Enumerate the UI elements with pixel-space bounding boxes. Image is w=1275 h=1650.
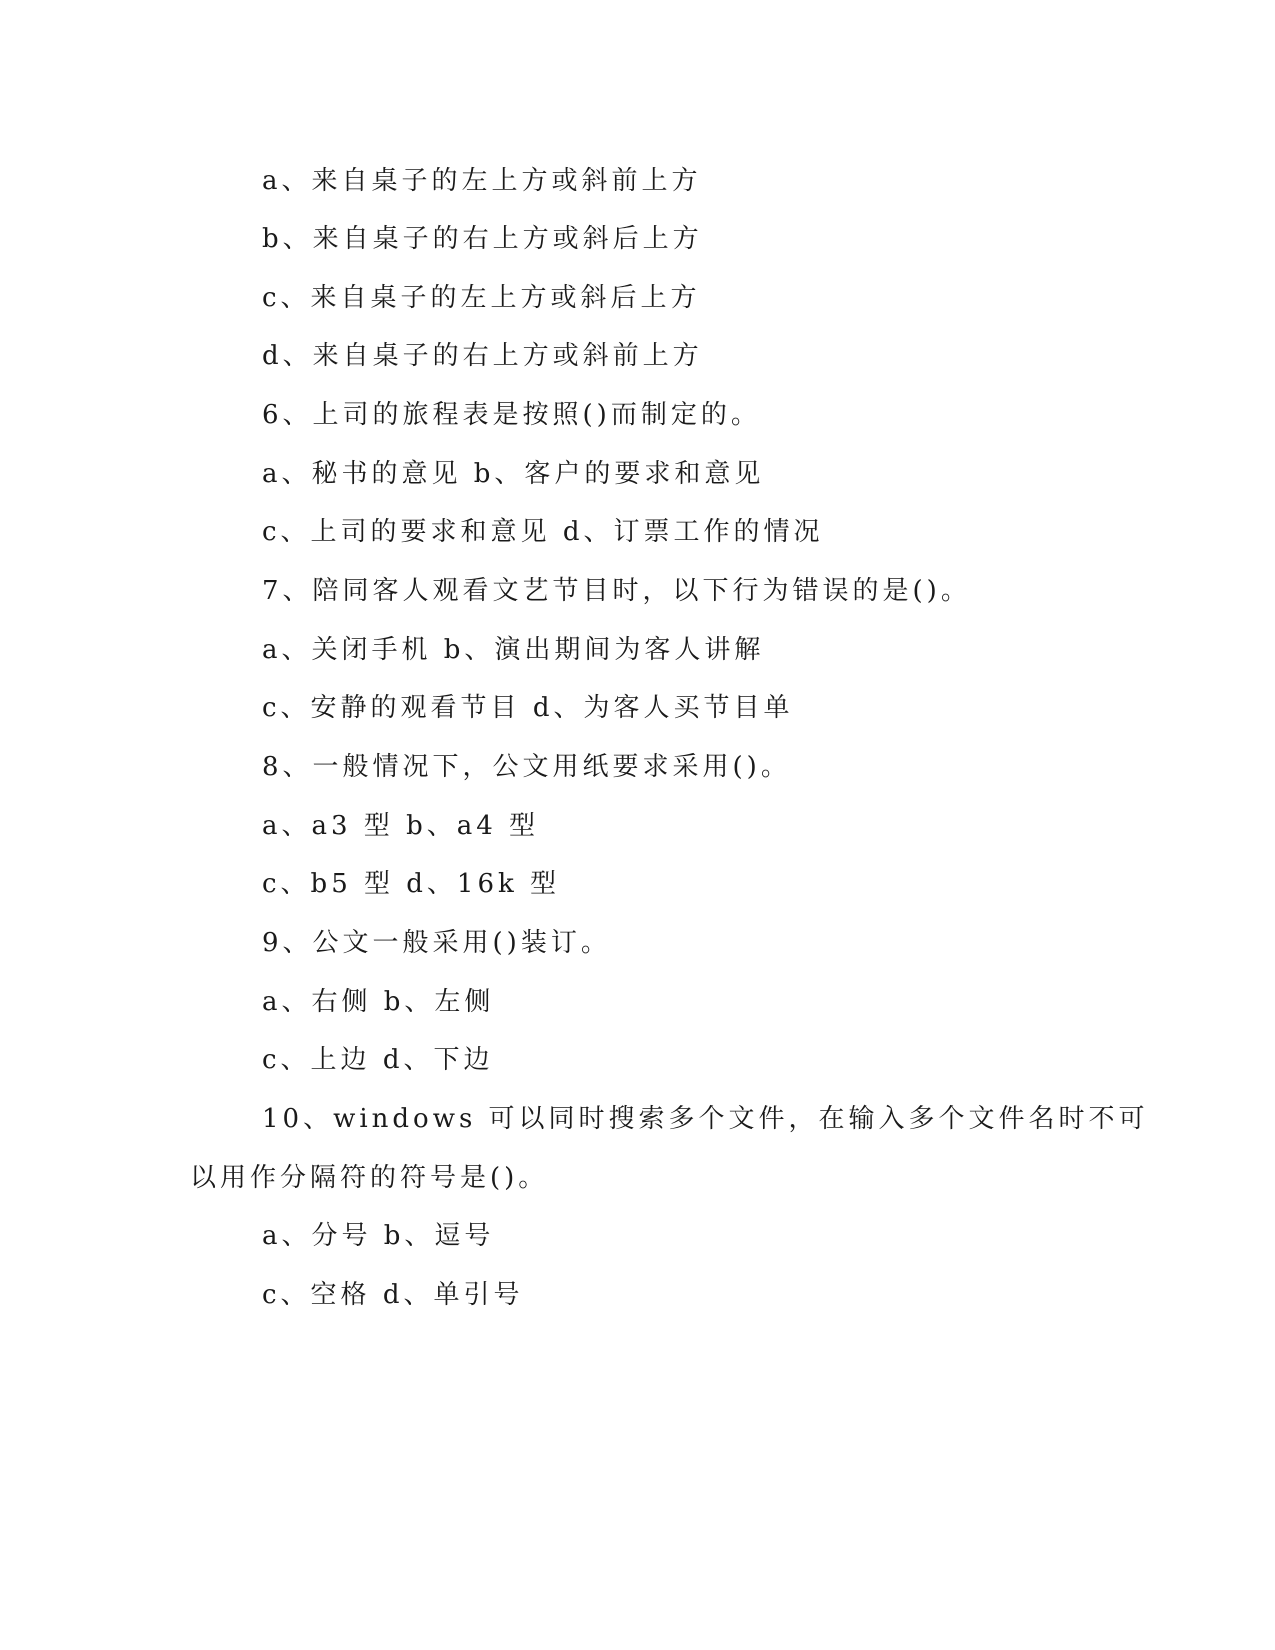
question-line: 7、陪同客人观看文艺节目时，以下行为错误的是()。: [262, 576, 971, 606]
question-line-continued: 以用作分隔符的符号是()。: [190, 1163, 549, 1193]
option-line: a、分号 b、逗号: [262, 1221, 495, 1251]
option-line: b、来自桌子的右上方或斜后上方: [262, 224, 703, 254]
option-line: a、来自桌子的左上方或斜前上方: [262, 166, 702, 196]
option-line: d、来自桌子的右上方或斜前上方: [262, 341, 703, 371]
option-line: a、关闭手机 b、演出期间为客人讲解: [262, 635, 765, 665]
option-line: c、空格 d、单引号: [262, 1280, 524, 1310]
question-line: 10、windows 可以同时搜索多个文件，在输入多个文件名时不可: [262, 1104, 1149, 1134]
question-line: 8、一般情况下，公文用纸要求采用()。: [262, 752, 791, 782]
option-line: a、秘书的意见 b、客户的要求和意见: [262, 459, 765, 489]
option-line: a、a3 型 b、a4 型: [262, 811, 540, 841]
option-line: c、来自桌子的左上方或斜后上方: [262, 283, 701, 313]
question-line: 6、上司的旅程表是按照()而制定的。: [262, 400, 761, 430]
option-line: c、安静的观看节目 d、为客人买节目单: [262, 693, 794, 723]
option-line: c、b5 型 d、16k 型: [262, 869, 561, 899]
option-line: a、右侧 b、左侧: [262, 987, 495, 1017]
option-line: c、上司的要求和意见 d、订票工作的情况: [262, 517, 824, 547]
question-line: 9、公文一般采用()装订。: [262, 928, 611, 958]
option-line: c、上边 d、下边: [262, 1045, 494, 1075]
